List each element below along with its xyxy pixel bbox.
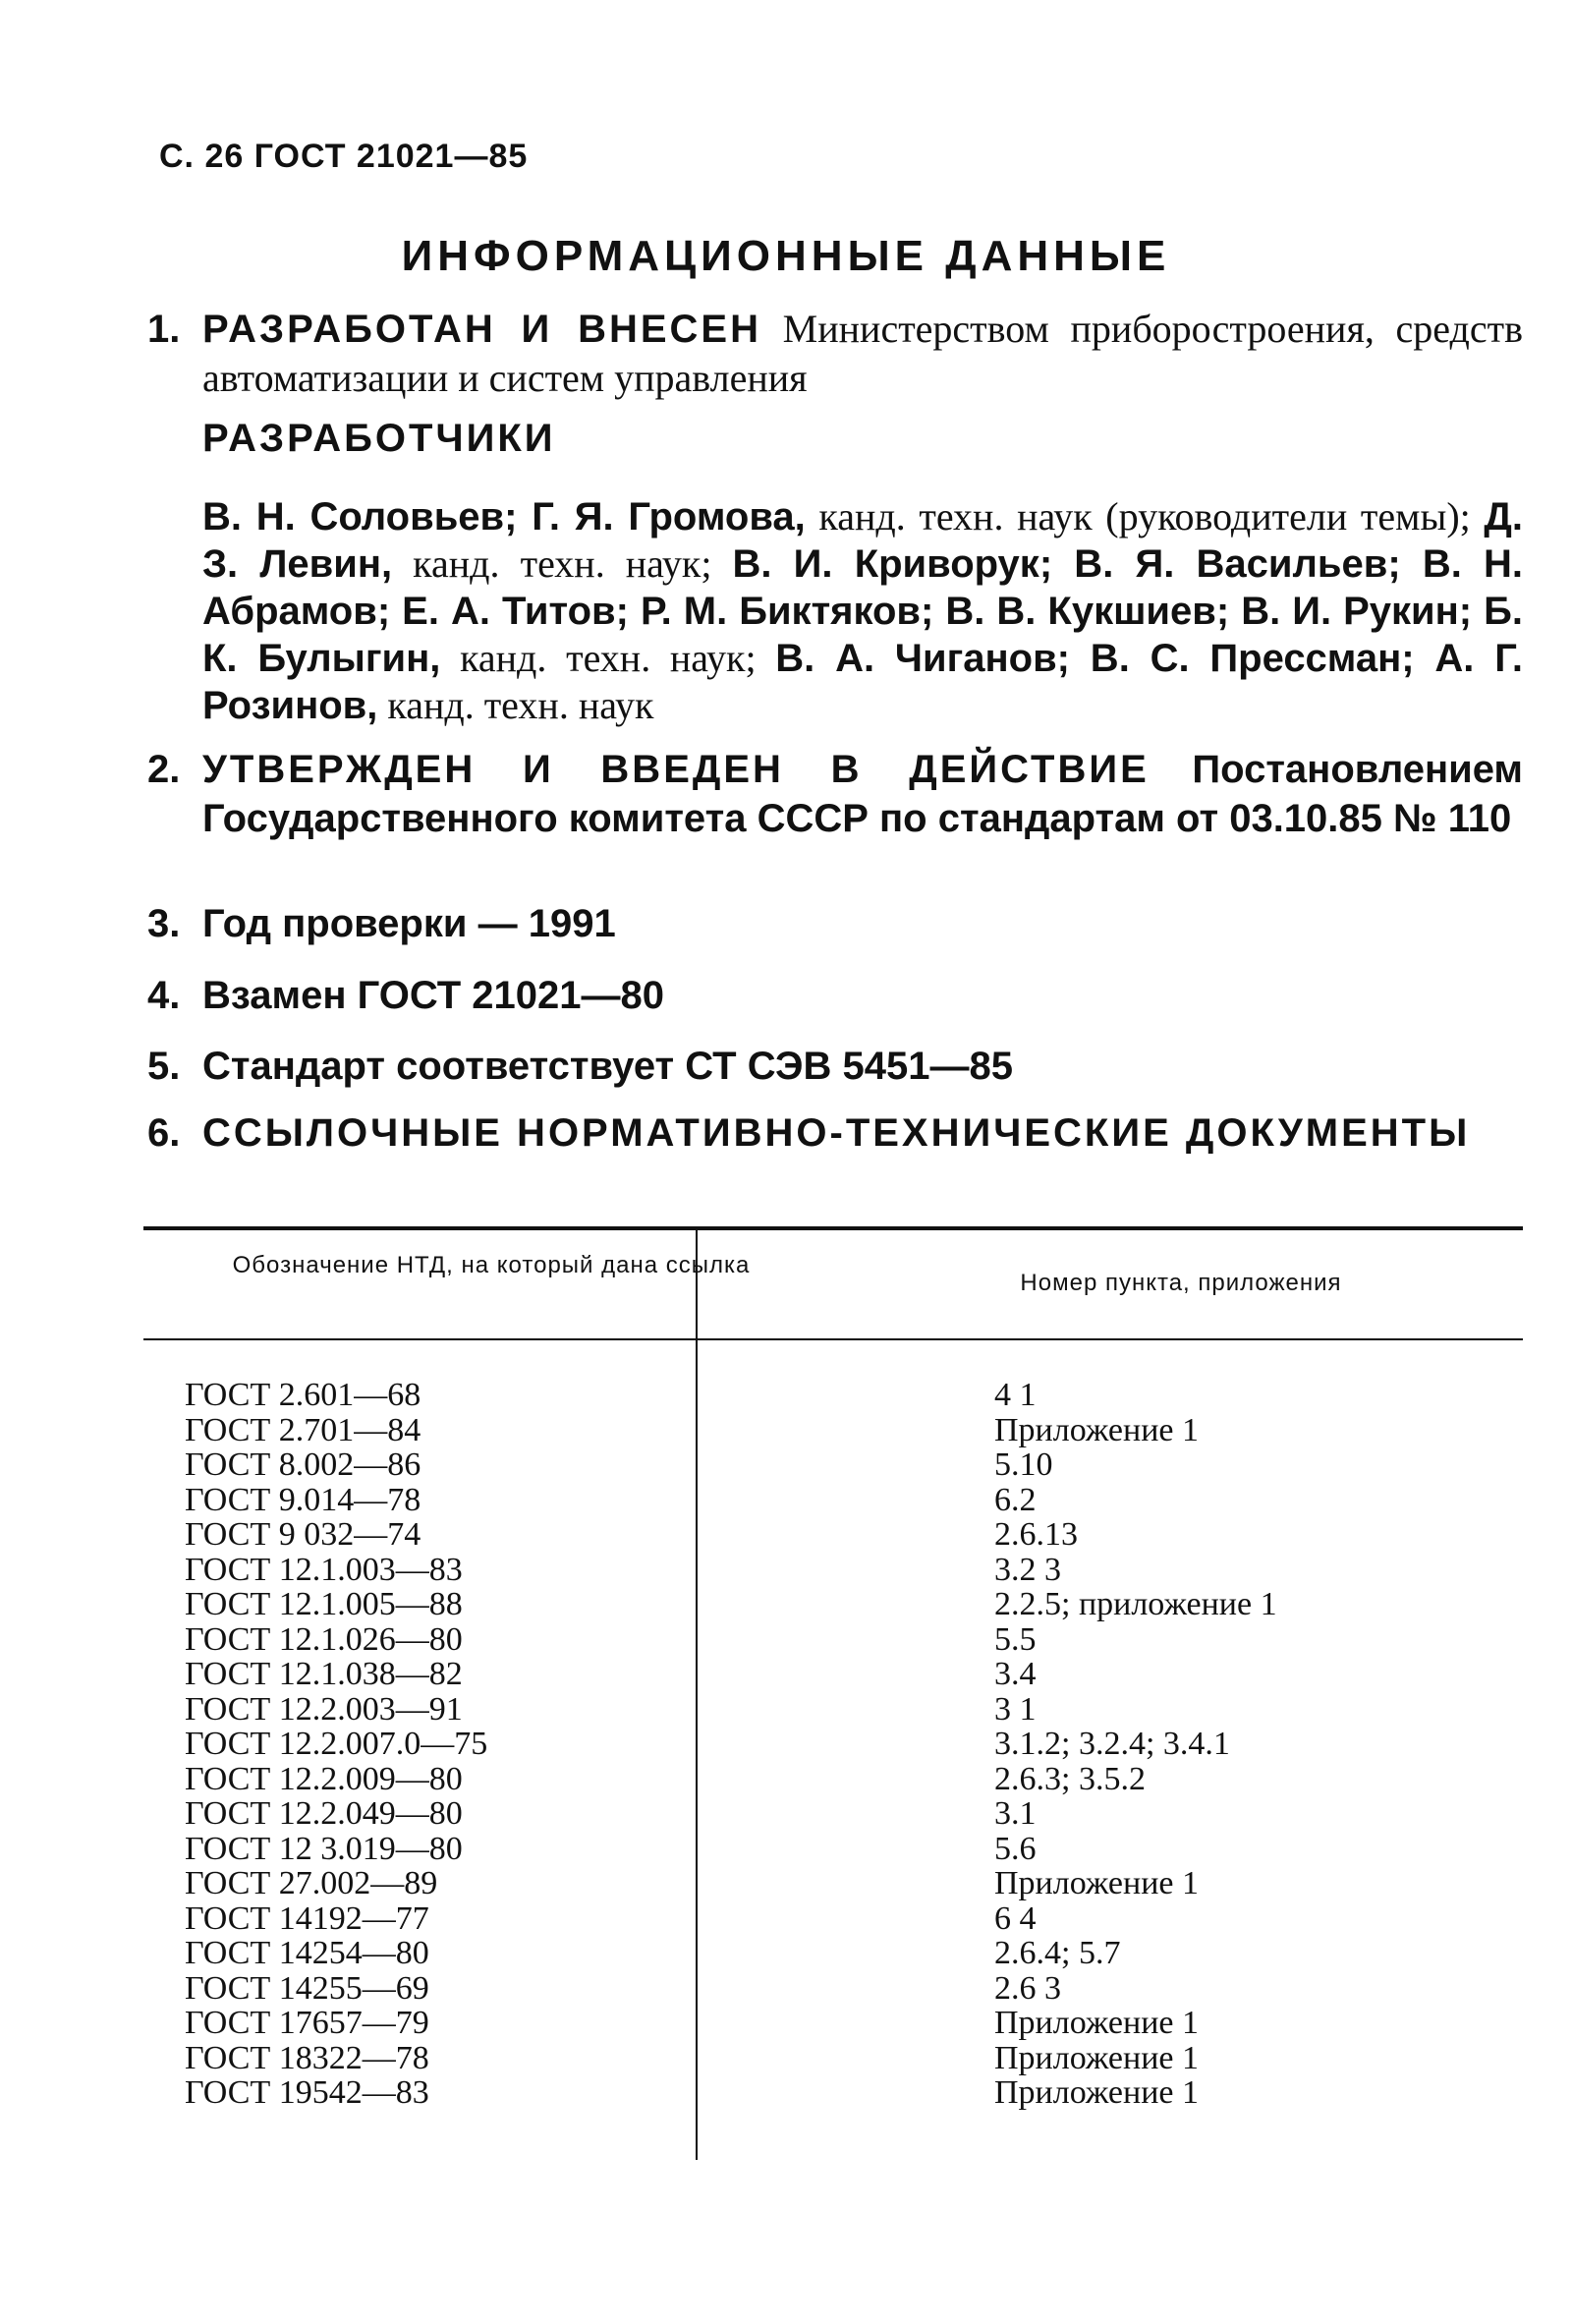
- dev-degree: канд. техн. наук;: [440, 636, 776, 680]
- reference-table: [143, 1226, 1523, 2111]
- clause-number: 3.1.2; 3.2.4; 3.4.1: [994, 1726, 1230, 1762]
- dev-names: В. А. Чиганов; В. С. Прессман; А. Г. Розинов,: [202, 637, 1523, 727]
- clause-number: 2.2.5; приложение 1: [994, 1586, 1277, 1622]
- developers-list: [202, 493, 1523, 729]
- item-text: Министерством приборостроения, средств автоматизации и систем управления: [202, 307, 1523, 400]
- table-row: [143, 1447, 1523, 1483]
- table-row: [143, 1657, 1523, 1692]
- item-4: [147, 971, 1523, 1020]
- clause-number: 3.4: [994, 1656, 1037, 1692]
- developers-heading: РАЗРАБОТЧИКИ: [202, 417, 556, 460]
- item-number: 5.: [147, 1045, 181, 1088]
- dev-degree: канд. техн. наук (руководители темы);: [805, 494, 1485, 538]
- ntd-designation: ГОСТ 12.1.026—80: [185, 1620, 463, 1658]
- table-row: [143, 1866, 1523, 1901]
- clause-number: 3 1: [994, 1690, 1037, 1728]
- item-text: Взамен ГОСТ 21021—80: [202, 974, 665, 1017]
- table-row: [143, 1971, 1523, 2007]
- item-number: 3.: [147, 902, 181, 945]
- table-row: [143, 1727, 1523, 1762]
- table-row: [143, 1692, 1523, 1728]
- ntd-designation: ГОСТ 12.2.049—80: [185, 1795, 463, 1832]
- clause-number: Приложение 1: [994, 2005, 1199, 2041]
- table-row: [143, 1413, 1523, 1448]
- clause-number: Приложение 1: [994, 1865, 1199, 1901]
- dev-degree: канд. техн. наук: [377, 683, 654, 727]
- ntd-designation: ГОСТ 9.014—78: [185, 1481, 421, 1518]
- clause-number: 6.2: [994, 1481, 1037, 1518]
- table-row: [143, 2041, 1523, 2076]
- table-row: [143, 2075, 1523, 2111]
- clause-number: 2.6.13: [994, 1516, 1078, 1553]
- ntd-designation: ГОСТ 27.002—89: [185, 1865, 438, 1901]
- clause-number: Приложение 1: [994, 2039, 1199, 2076]
- table-header: [143, 1230, 1523, 1338]
- clause-number: 6 4: [994, 1899, 1037, 1937]
- ntd-designation: ГОСТ 9 032—74: [185, 1516, 421, 1553]
- clause-number: 2.6.3; 3.5.2: [994, 1760, 1146, 1797]
- item-2: [147, 745, 1523, 843]
- table-row: [143, 1936, 1523, 1971]
- clause-number: Приложение 1: [994, 2074, 1199, 2111]
- item-number: 2.: [147, 748, 181, 791]
- item-text: Год проверки — 1991: [202, 902, 616, 945]
- ntd-designation: ГОСТ 14254—80: [185, 1935, 429, 1971]
- table-row: [143, 1378, 1523, 1413]
- table-row: [143, 1832, 1523, 1867]
- table-row: [143, 1517, 1523, 1553]
- table-row: [143, 1483, 1523, 1518]
- table-row: [143, 1622, 1523, 1658]
- ntd-designation: ГОСТ 12.1.003—83: [185, 1551, 463, 1588]
- ntd-designation: ГОСТ 12.2.009—80: [185, 1760, 463, 1797]
- item-text: Постановлением Государственного комитета СССР по стандартам от 03.10.85 № 110: [202, 748, 1524, 840]
- ntd-designation: ГОСТ 12.1.005—88: [185, 1586, 463, 1622]
- dev-names: В. Н. Соловьев; Г. Я. Громова,: [202, 495, 806, 538]
- item-caps: ССЫЛОЧНЫЕ НОРМАТИВНО-ТЕХНИЧЕСКИЕ ДОКУМЕНТЫ: [202, 1111, 1471, 1155]
- clause-number: 2.6 3: [994, 1969, 1061, 2007]
- item-6: [147, 1108, 1523, 1158]
- ntd-designation: ГОСТ 2.601—68: [185, 1377, 421, 1413]
- clause-number: 2.6.4; 5.7: [994, 1935, 1121, 1971]
- ntd-designation: ГОСТ 12 3.019—80: [185, 1830, 463, 1867]
- item-3: [147, 899, 1523, 948]
- page-header: С. 26 ГОСТ 21021—85: [159, 138, 529, 175]
- column-header-ntd: Обозначение НТД, на который дана ссылка: [232, 1252, 751, 1278]
- clause-number: 5.10: [994, 1446, 1053, 1483]
- ntd-designation: ГОСТ 19542—83: [185, 2074, 429, 2111]
- item-text: Стандарт соответствует СТ СЭВ 5451—85: [202, 1045, 1013, 1088]
- ntd-designation: ГОСТ 2.701—84: [185, 1411, 421, 1448]
- clause-number: 4 1: [994, 1377, 1037, 1413]
- ntd-designation: ГОСТ 18322—78: [185, 2039, 429, 2076]
- table-row: [143, 1796, 1523, 1832]
- item-1: [147, 305, 1523, 403]
- item-number: 6.: [147, 1111, 181, 1155]
- ntd-designation: ГОСТ 14255—69: [185, 1969, 429, 2007]
- ntd-designation: ГОСТ 17657—79: [185, 2005, 429, 2041]
- table-row: [143, 1587, 1523, 1622]
- dev-names: В. И. Криворук; В. Я. Васильев; В. Н. Абрамов; Е. А. Титов; Р. М. Биктяков; В. В. Кукшиев; В. И. Рукин; Б. К. Булыгин,: [202, 542, 1523, 680]
- column-header-clause: Номер пункта, приложения: [1020, 1270, 1342, 1296]
- clause-number: 5.6: [994, 1830, 1037, 1867]
- item-number: 4.: [147, 974, 181, 1017]
- clause-number: 3.2 3: [994, 1551, 1061, 1588]
- ntd-designation: ГОСТ 12.2.003—91: [185, 1690, 463, 1728]
- clause-number: 3.1: [994, 1795, 1037, 1832]
- dev-names: Д. З. Левин,: [202, 495, 1524, 586]
- ntd-designation: ГОСТ 12.2.007.0—75: [185, 1726, 488, 1762]
- ntd-designation: ГОСТ 12.1.038—82: [185, 1656, 463, 1692]
- table-row: [143, 1762, 1523, 1797]
- table-body: [143, 1340, 1523, 2111]
- table-row: [143, 1901, 1523, 1937]
- ntd-designation: ГОСТ 8.002—86: [185, 1446, 421, 1483]
- item-caps: РАЗРАБОТАН И ВНЕСЕН: [202, 308, 761, 351]
- item-5: [147, 1042, 1523, 1091]
- table-row: [143, 2006, 1523, 2041]
- document-title: ИНФОРМАЦИОННЫЕ ДАННЫЕ: [401, 232, 1171, 280]
- item-number: 1.: [147, 308, 181, 351]
- dev-degree: канд. техн. наук;: [392, 541, 733, 586]
- clause-number: 5.5: [994, 1620, 1037, 1658]
- ntd-designation: ГОСТ 14192—77: [185, 1899, 429, 1937]
- table-row: [143, 1553, 1523, 1588]
- item-caps: УТВЕРЖДЕН И ВВЕДЕН В ДЕЙСТВИЕ: [202, 748, 1150, 791]
- clause-number: Приложение 1: [994, 1411, 1199, 1448]
